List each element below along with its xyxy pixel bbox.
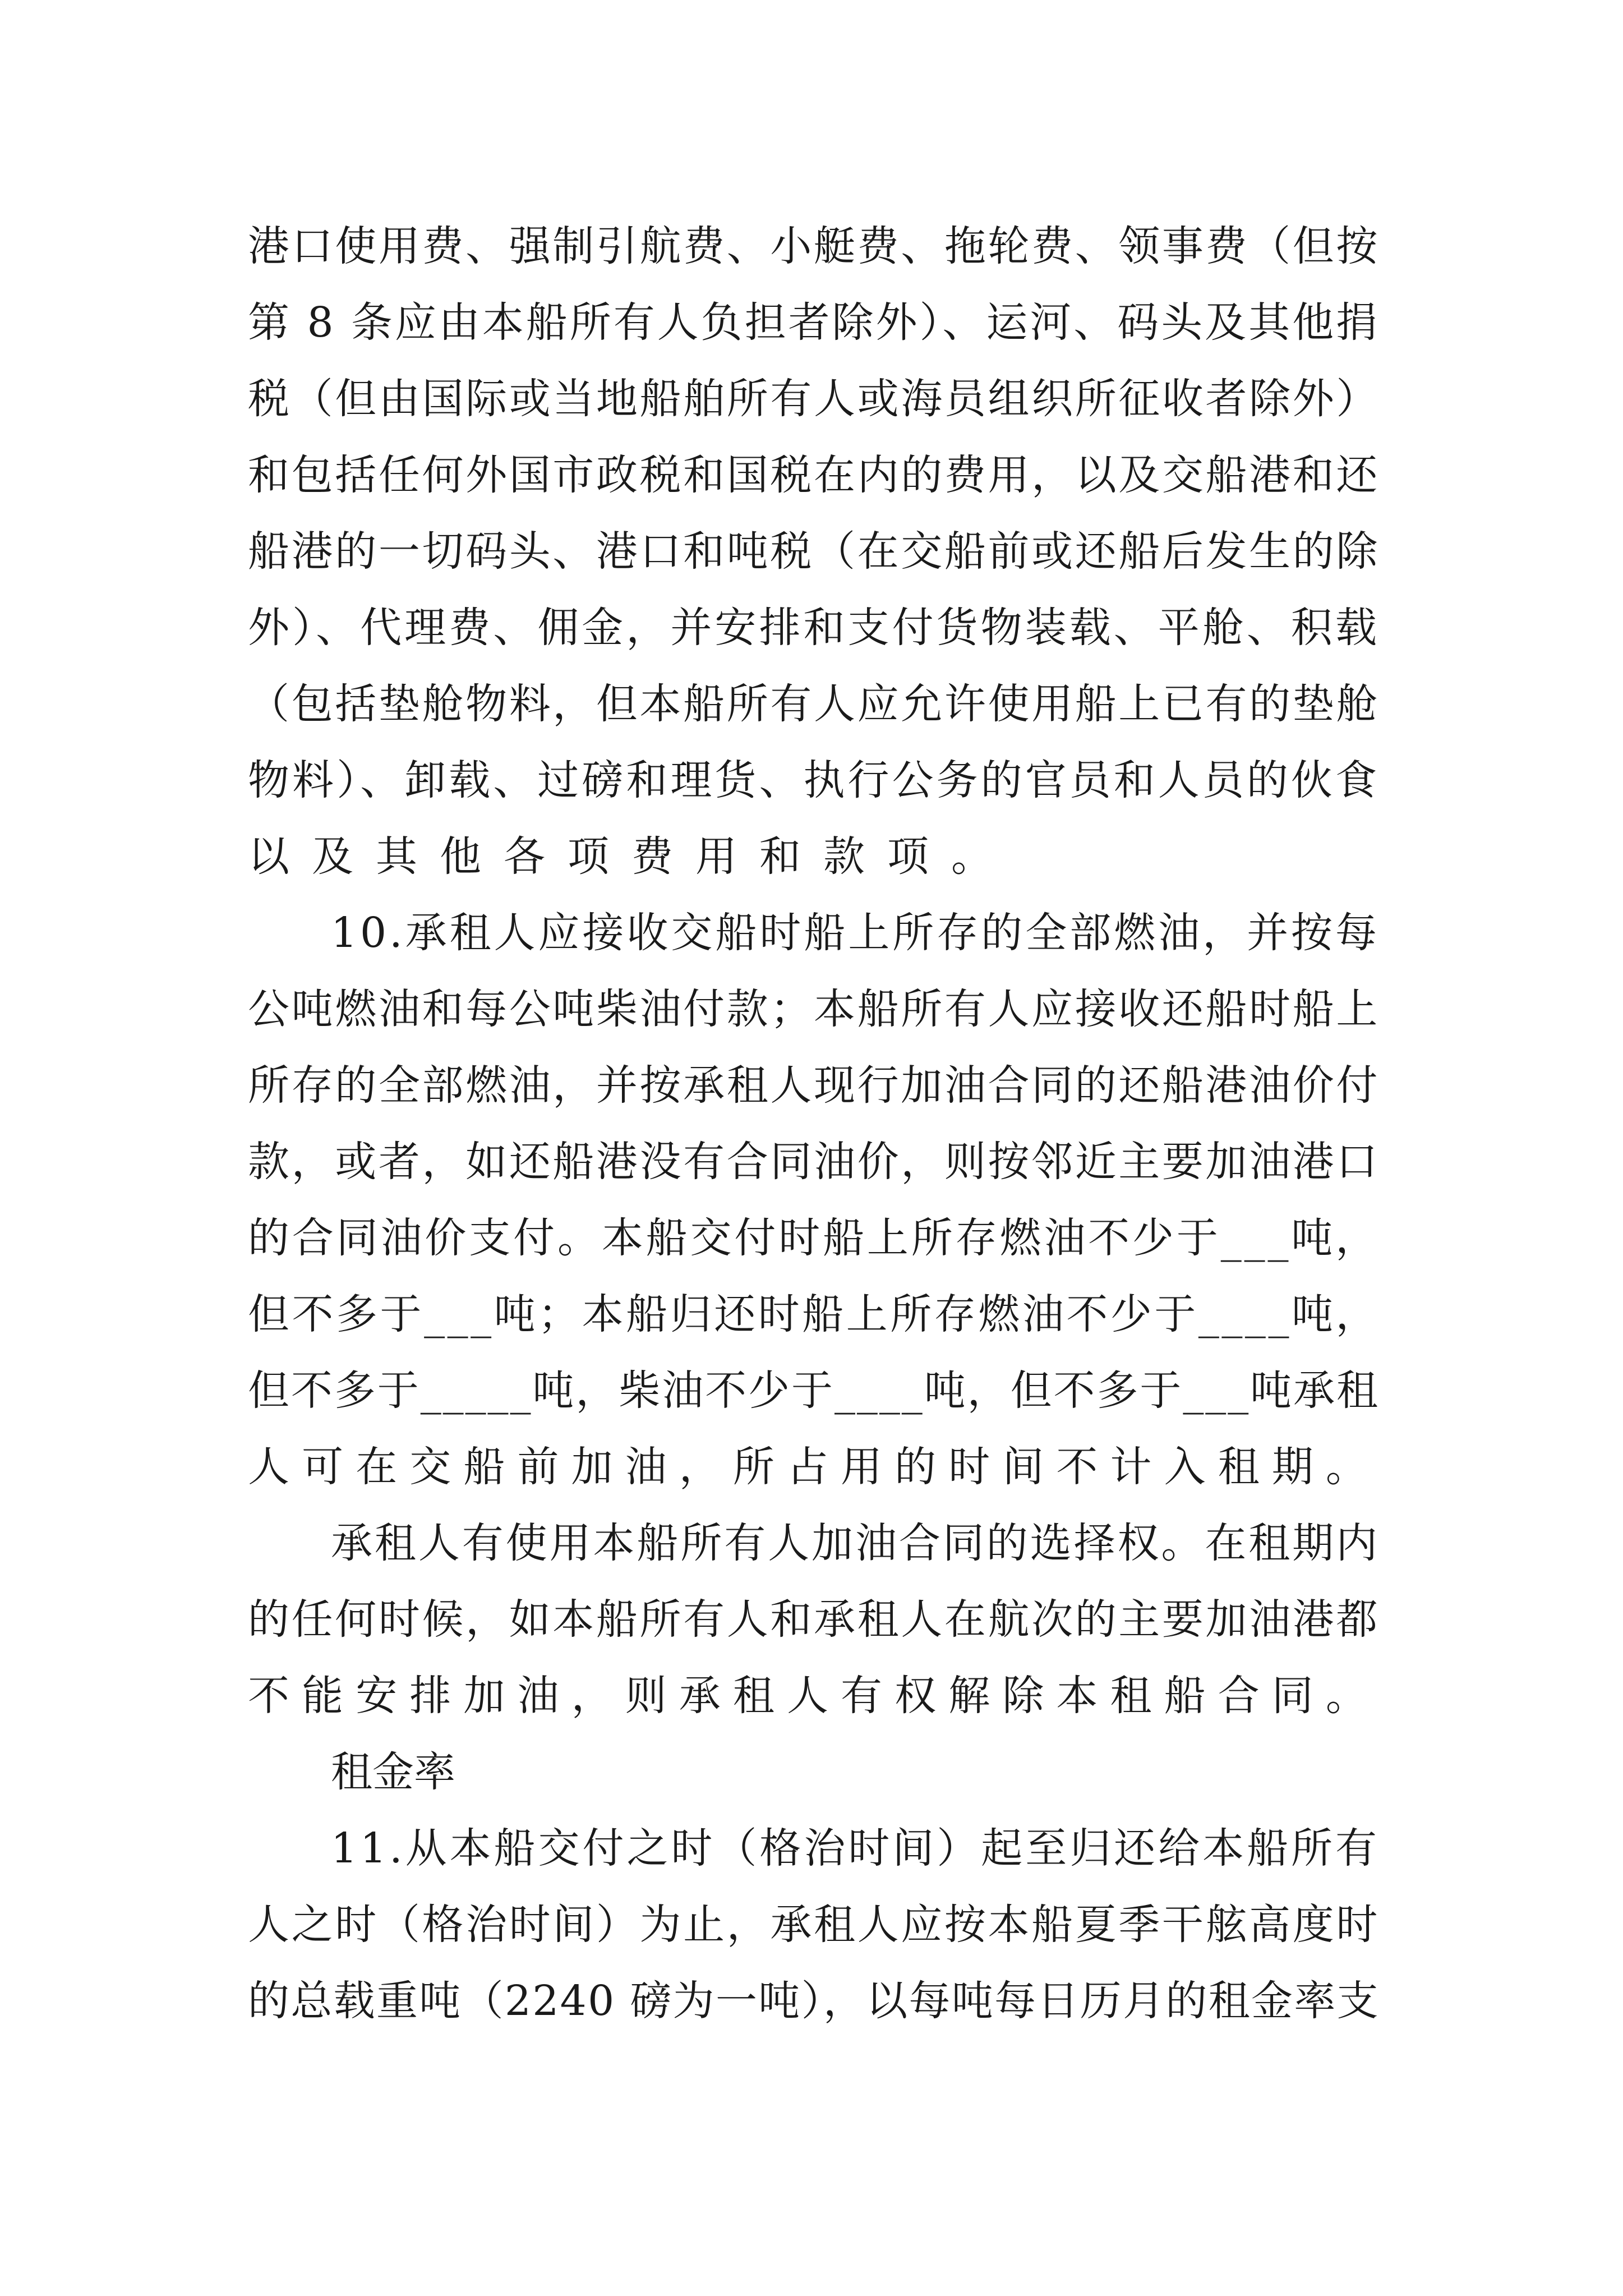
text-line-content: （包括垫舱物料，但本船所有人应允许使用船上已有的垫舱	[248, 680, 1380, 728]
text-line	[0, 1962, 1623, 2040]
text-line-content: 但不多于___吨；本船归还时船上所存燃油不少于____吨，	[248, 1290, 1380, 1338]
text-line	[0, 283, 1623, 362]
section-heading	[0, 1733, 1623, 1811]
text-line	[0, 1809, 1623, 1888]
text-line-content: 的总载重吨（2240 磅为一吨），以每吨每日历月的租金率支	[248, 1977, 1380, 2025]
text-line-content: 承租人有使用本船所有人加油合同的选择权。在租期内	[331, 1519, 1380, 1567]
text-line-content: 港口使用费、强制引航费、小艇费、拖轮费、领事费（但按	[248, 222, 1380, 270]
text-line	[0, 1122, 1623, 1201]
text-line	[0, 1504, 1623, 1582]
text-line	[0, 894, 1623, 972]
text-line	[0, 588, 1623, 667]
text-line	[0, 970, 1623, 1048]
text-line-content: 外）、代理费、佣金，并安排和支付货物装载、平舱、积载	[248, 604, 1380, 652]
text-line	[0, 1199, 1623, 1277]
text-line	[0, 741, 1623, 820]
text-line	[0, 1046, 1623, 1125]
text-line	[0, 436, 1623, 514]
text-line-content: 以及其他各项费用和款项。	[248, 832, 1015, 881]
text-line-content: 公吨燃油和每公吨柴油付款；本船所有人应接收还船时船上	[248, 985, 1380, 1033]
text-line-content: 但不多于_____吨，柴油不少于____吨，但不多于___吨承租	[248, 1366, 1380, 1415]
text-line-content: 的合同油价支付。本船交付时船上所存燃油不少于___吨，	[248, 1214, 1380, 1262]
text-line	[0, 512, 1623, 591]
text-line	[0, 1580, 1623, 1659]
text-line	[0, 1885, 1623, 1964]
text-line	[0, 360, 1623, 438]
text-line	[0, 1275, 1623, 1354]
text-line	[0, 207, 1623, 286]
text-line	[0, 665, 1623, 743]
section-heading-text: 租金率	[331, 1748, 455, 1796]
text-line-content: 人之时（格治时间）为止，承租人应按本船夏季干舷高度时	[248, 1901, 1380, 1949]
text-line-content: 税（但由国际或当地船舶所有人或海员组织所征收者除外）	[248, 375, 1380, 423]
text-line-content: 第 8 条应由本船所有人负担者除外）、运河、码头及其他捐	[248, 298, 1380, 347]
text-line-content: 物料）、卸载、过磅和理货、执行公务的官员和人员的伙食	[248, 756, 1380, 804]
text-line	[0, 1351, 1623, 1430]
text-line	[0, 1428, 1623, 1506]
text-line-content: 和包括任何外国市政税和国税在内的费用，以及交船港和还	[248, 451, 1380, 499]
text-line-content: 10.承租人应接收交船时船上所存的全部燃油，并按每	[331, 909, 1380, 957]
text-line-content: 款，或者，如还船港没有合同油价，则按邻近主要加油港口	[248, 1138, 1380, 1186]
text-line-content: 不能安排加油，则承租人有权解除本租船合同。	[248, 1672, 1380, 1720]
text-line-content: 11.从本船交付之时（格治时间）起至归还给本船所有	[331, 1824, 1380, 1872]
text-line	[0, 817, 1623, 896]
text-line-content: 的任何时候，如本船所有人和承租人在航次的主要加油港都	[248, 1595, 1380, 1644]
text-line-content: 船港的一切码头、港口和吨税（在交船前或还船后发生的除	[248, 527, 1380, 576]
text-line-content: 所存的全部燃油，并按承租人现行加油合同的还船港油价付	[248, 1061, 1380, 1110]
text-line-content: 人可在交船前加油，所占用的时间不计入租期。	[248, 1443, 1380, 1491]
text-line	[0, 1657, 1623, 1735]
